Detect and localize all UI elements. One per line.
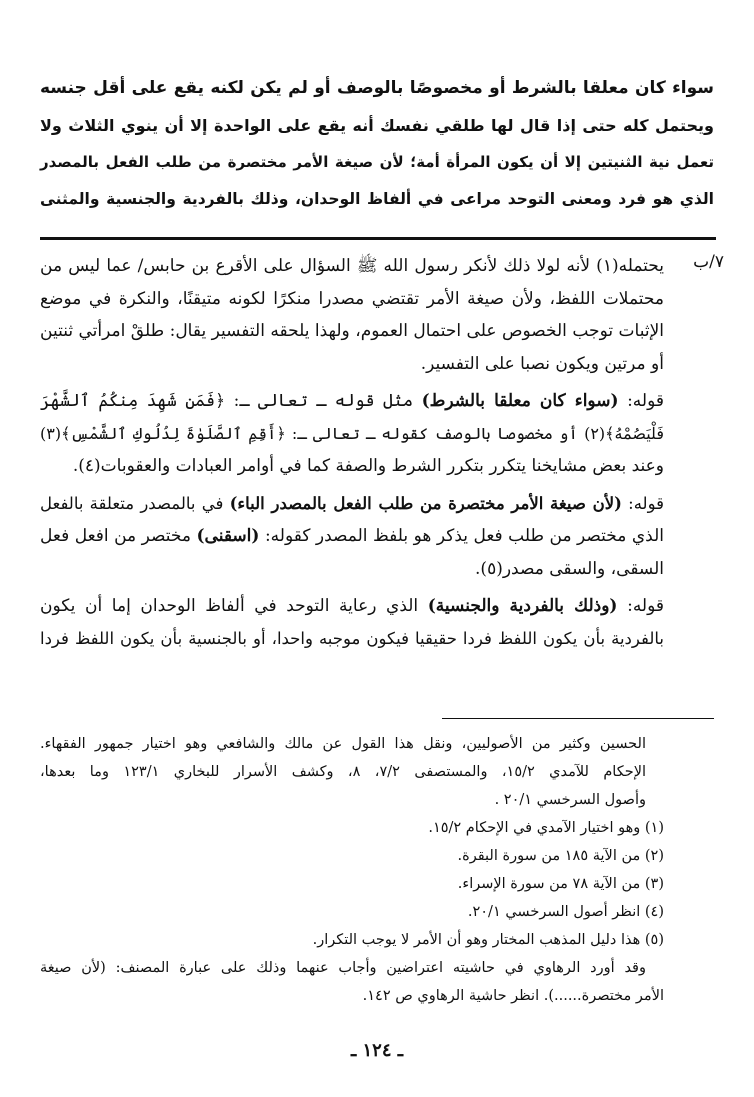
commentary-line: فَلْيَصُمْهُ﴾(٢) أو مخصوصا بالوصف كقوله ـ تعالى ـ: ﴿أَقِمِ ٱلصَّلَوٰةَ لِدُلُوكِ ٱلشَّمْسِ﴾(٣): [40, 423, 664, 443]
commentary-paragraph: [40, 590, 664, 655]
commentary-line: وعند بعض مشايخنا يتكرر بتكرر الشرط والصفة كما في أوامر العبادات والعقوبات(٤).: [72, 456, 664, 476]
commentary-block: [40, 250, 664, 660]
page-number: ـ ١٢٤ ـ: [350, 1040, 404, 1061]
main-text-line: تعمل نية الثنيتين إلا أن يكون المرأة أمة؛ لأن صيغة الأمر مختصرة من طلب الفعل بالمصدر: [40, 153, 714, 171]
commentary-text: مثل قوله ـ تعالى ـ: ﴿فَمَن شَهِدَ مِنكُمُ ٱلشَّهْرَ: [40, 391, 414, 411]
commentary-line: السقى، والسقى مصدر(٥).: [475, 558, 664, 579]
commentary-text: مختصر من افعل فعل: [40, 526, 191, 546]
commentary-line: بالفردية بأن يكون اللفظ فردا حقيقيا فيكون موجبه واحدا، أو بالجنسية بأن يكون اللفظ فردا: [40, 628, 664, 648]
footnote-item: (٣) من الآية ٧٨ من سورة الإسراء.: [457, 876, 664, 892]
footnote-extra-line: الأمر مختصرة......). انظر حاشية الرهاوي ص ١٤٢.: [362, 988, 664, 1004]
commentary-paragraph: [40, 385, 664, 483]
commentary-line: [40, 520, 664, 553]
quoted-matn: (لأن صيغة الأمر مختصرة من طلب الفعل بالمصدر الباء): [229, 493, 622, 513]
quoted-matn: (سواء كان معلقا بالشرط): [421, 391, 619, 411]
footnote-separator: [442, 718, 714, 719]
commentary-line: محتملات اللفظ، ولأن صيغة الأمر تقتضي مصدرا منكرًا لكونه متيقنًا، والنكرة في موضع: [40, 288, 664, 309]
footnote-item: (٤) انظر أصول السرخسي ٢٠/١.: [467, 904, 664, 920]
footnote-item: (٢) من الآية ١٨٥ من سورة البقرة.: [457, 848, 664, 864]
commentary-text: الذي مختصر من طلب فعل يذكر هو بلفظ المصدر كقوله:: [264, 526, 665, 546]
main-text-block: [40, 70, 714, 218]
footnote-item: (٥) هذا دليل المذهب المختار وهو أن الأمر لا يوجب التكرار.: [312, 932, 664, 948]
quote-prefix: قوله:: [627, 596, 665, 616]
quote-prefix: قوله:: [627, 391, 664, 411]
main-text-line: سواء كان معلقا بالشرط أو مخصوصًا بالوصف أو لم يكن لكنه يقع على أقل جنسه: [40, 78, 714, 98]
footnote-continuation-line: الإحكام للآمدي ١٥/٢، والمستصفى ٧/٢، ٨، وكشف الأسرار للبخاري ١٢٣/١ وما بعدها،: [40, 764, 646, 780]
commentary-text: في بالمصدر متعلقة بالفعل: [40, 493, 224, 513]
commentary-text: الذي رعاية التوحد في ألفاظ الوحدان إما أن يكون: [40, 596, 419, 616]
footnote-extra-line: وقد أورد الرهاوي في حاشيته اعتراضين وأجاب عنهما وذلك على عبارة المصنف: (لأن صيغة: [40, 960, 646, 976]
main-text-line: الذي هو فرد ومعنى التوحد مراعى في ألفاظ الوحدان، وذلك بالفردية والجنسية والمثنى: [40, 190, 714, 208]
footnote-continuation-line: الحسين وكثير من الأصوليين، ونقل هذا القول عن مالك والشافعي وهو اختيار جمهور الفقهاء.: [40, 736, 646, 752]
commentary-line: الإثبات توجب الخصوص على احتمال العموم، ولهذا يلحقه التفسير يقال: طلقْ امرأتي ثنتين: [40, 321, 664, 341]
manuscript-folio-marker: ٧/ب: [693, 252, 724, 272]
main-text-separator: [40, 237, 716, 240]
commentary-paragraph: [40, 488, 664, 586]
quote-prefix: قوله:: [628, 493, 665, 513]
footnote-item: (١) وهو اختيار الآمدي في الإحكام ١٥/٢.: [428, 820, 664, 836]
commentary-line: [40, 488, 664, 521]
commentary-paragraph: [40, 250, 664, 380]
commentary-line: يحتمله(١) لأنه لولا ذلك لأنكر رسول الله ﷺ السؤال على الأقرع بن حابس/ عما ليس من: [40, 256, 664, 276]
quoted-matn: (وذلك بالفردية والجنسية): [427, 596, 618, 616]
commentary-line: [40, 590, 664, 623]
footnotes-block: [40, 730, 664, 1010]
quoted-matn: (اسقنى): [196, 526, 260, 546]
commentary-line: [40, 385, 664, 418]
footnote-continuation-line: وأصول السرخسي ٢٠/١ .: [494, 792, 646, 808]
main-text-line: ويحتمل كله حتى إذا قال لها طلقي نفسك أنه يقع على الواحدة إلا أن ينوي الثلاث ولا: [40, 116, 714, 135]
commentary-line: أو مرتين ويكون نصبا على التفسير.: [420, 353, 664, 374]
